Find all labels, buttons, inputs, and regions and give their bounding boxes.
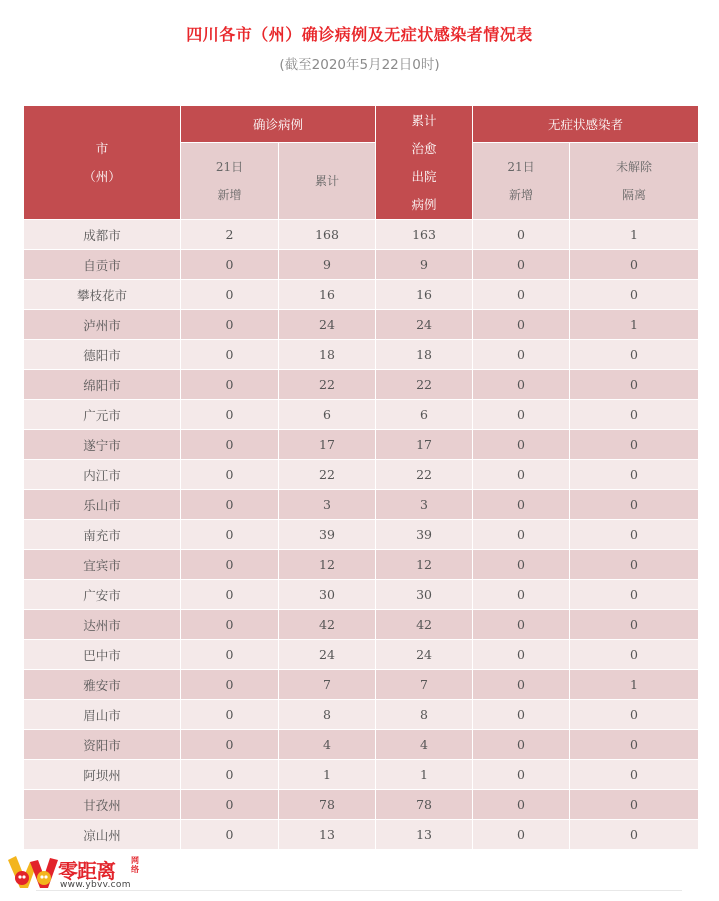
cell-cured: 30	[376, 580, 473, 610]
page-subtitle: (截至2020年5月22日0时)	[279, 57, 440, 73]
table-row	[24, 790, 699, 820]
cell-city: 绵阳市	[24, 370, 181, 400]
cell-total: 22	[279, 370, 376, 400]
cell-new: 0	[181, 730, 279, 760]
cell-total: 30	[279, 580, 376, 610]
header-city-line1: 市	[95, 140, 109, 156]
cell-asym-isolated: 0	[570, 460, 699, 490]
cell-total: 8	[279, 700, 376, 730]
cell-total: 7	[279, 670, 376, 700]
table-body	[24, 220, 699, 850]
cell-cured: 3	[376, 490, 473, 520]
cell-asym-new: 0	[473, 400, 570, 430]
cell-new: 0	[181, 400, 279, 430]
cell-total: 22	[279, 460, 376, 490]
cell-asym-new: 0	[473, 760, 570, 790]
cell-cured: 17	[376, 430, 473, 460]
header-asym-new-line2: 新增	[509, 188, 534, 202]
cell-asym-isolated: 0	[570, 550, 699, 580]
header-cured-line3: 出院	[411, 168, 437, 184]
table-row	[24, 820, 699, 850]
cell-new: 0	[181, 490, 279, 520]
header-city	[24, 106, 181, 220]
table-row	[24, 580, 699, 610]
cell-city: 雅安市	[24, 670, 181, 700]
cell-total: 24	[279, 640, 376, 670]
table-row	[24, 550, 699, 580]
cell-new: 0	[181, 460, 279, 490]
header-cured-line2: 治愈	[411, 140, 437, 156]
cell-city: 巴中市	[24, 640, 181, 670]
cell-total: 6	[279, 400, 376, 430]
cell-new: 0	[181, 790, 279, 820]
table-row	[24, 520, 699, 550]
cell-total: 4	[279, 730, 376, 760]
cell-city: 成都市	[24, 220, 181, 250]
cell-asym-isolated: 1	[570, 670, 699, 700]
cell-city: 乐山市	[24, 490, 181, 520]
table-row	[24, 670, 699, 700]
cell-new: 0	[181, 760, 279, 790]
cell-new: 0	[181, 820, 279, 850]
cell-city: 攀枝花市	[24, 280, 181, 310]
table-row	[24, 280, 699, 310]
cell-asym-isolated: 0	[570, 490, 699, 520]
table-row	[24, 370, 699, 400]
cell-cured: 22	[376, 460, 473, 490]
header-asymptomatic: 无症状感染者	[473, 106, 699, 143]
mascot-icon	[8, 856, 58, 888]
table-row	[24, 430, 699, 460]
cell-asym-isolated: 0	[570, 370, 699, 400]
cell-asym-new: 0	[473, 340, 570, 370]
cell-asym-isolated: 0	[570, 640, 699, 670]
cell-asym-new: 0	[473, 460, 570, 490]
cell-asym-new: 0	[473, 790, 570, 820]
cell-new: 0	[181, 250, 279, 280]
cell-asym-isolated: 0	[570, 250, 699, 280]
cell-total: 16	[279, 280, 376, 310]
cell-cured: 7	[376, 670, 473, 700]
table-row	[24, 730, 699, 760]
page-title: 四川各市（州）确诊病例及无症状感染者情况表	[186, 25, 533, 44]
brand-sub: 网络	[131, 856, 139, 874]
cell-total: 78	[279, 790, 376, 820]
cell-asym-isolated: 0	[570, 340, 699, 370]
table-row	[24, 310, 699, 340]
cell-new: 0	[181, 430, 279, 460]
cell-asym-isolated: 0	[570, 820, 699, 850]
header-city-line2: （州）	[83, 168, 121, 184]
header-confirmed: 确诊病例	[181, 106, 376, 143]
cell-city: 广安市	[24, 580, 181, 610]
header-unreleased	[570, 143, 699, 220]
cell-cured: 12	[376, 550, 473, 580]
cell-new: 0	[181, 310, 279, 340]
cell-total: 42	[279, 610, 376, 640]
cell-new: 0	[181, 610, 279, 640]
table-row	[24, 400, 699, 430]
cell-asym-isolated: 1	[570, 310, 699, 340]
cell-cured: 24	[376, 310, 473, 340]
cell-total: 18	[279, 340, 376, 370]
cell-asym-new: 0	[473, 220, 570, 250]
cell-city: 广元市	[24, 400, 181, 430]
cell-asym-new: 0	[473, 640, 570, 670]
cell-cured: 13	[376, 820, 473, 850]
cell-total: 13	[279, 820, 376, 850]
cell-asym-new: 0	[473, 820, 570, 850]
cell-total: 1	[279, 760, 376, 790]
stats-table	[23, 105, 699, 850]
cell-new: 0	[181, 520, 279, 550]
cell-asym-new: 0	[473, 610, 570, 640]
header-new-line1: 21日	[215, 160, 244, 174]
header-asym-new	[473, 143, 570, 220]
cell-asym-new: 0	[473, 700, 570, 730]
cell-cured: 8	[376, 700, 473, 730]
header-cumulative: 累计	[279, 143, 376, 220]
cell-asym-isolated: 0	[570, 280, 699, 310]
header-new-line2: 新增	[217, 188, 242, 202]
table-row	[24, 700, 699, 730]
cell-asym-isolated: 0	[570, 610, 699, 640]
cell-asym-new: 0	[473, 310, 570, 340]
cell-asym-new: 0	[473, 490, 570, 520]
cell-asym-new: 0	[473, 370, 570, 400]
cell-total: 39	[279, 520, 376, 550]
cell-new: 2	[181, 220, 279, 250]
cell-cured: 163	[376, 220, 473, 250]
cell-asym-new: 0	[473, 430, 570, 460]
cell-total: 24	[279, 310, 376, 340]
brand-name: 零距离	[58, 859, 115, 883]
cell-cured: 16	[376, 280, 473, 310]
cell-city: 德阳市	[24, 340, 181, 370]
cell-new: 0	[181, 340, 279, 370]
cell-asym-isolated: 0	[570, 790, 699, 820]
cell-total: 9	[279, 250, 376, 280]
cell-asym-new: 0	[473, 250, 570, 280]
cell-asym-new: 0	[473, 550, 570, 580]
cell-asym-isolated: 0	[570, 730, 699, 760]
table-row	[24, 610, 699, 640]
cell-new: 0	[181, 700, 279, 730]
cell-asym-new: 0	[473, 580, 570, 610]
cell-cured: 1	[376, 760, 473, 790]
cell-asym-isolated: 0	[570, 400, 699, 430]
cell-city: 达州市	[24, 610, 181, 640]
cell-cured: 39	[376, 520, 473, 550]
header-asym-new-line1: 21日	[507, 160, 535, 174]
table-row	[24, 250, 699, 280]
cell-new: 0	[181, 580, 279, 610]
cell-cured: 24	[376, 640, 473, 670]
header-cured-line4: 病例	[411, 196, 437, 212]
cell-city: 自贡市	[24, 250, 181, 280]
cell-new: 0	[181, 640, 279, 670]
table-row	[24, 460, 699, 490]
cell-asym-isolated: 1	[570, 220, 699, 250]
table-row	[24, 340, 699, 370]
cell-city: 内江市	[24, 460, 181, 490]
header-cured	[376, 106, 473, 220]
table-row	[24, 220, 699, 250]
cell-city: 眉山市	[24, 700, 181, 730]
divider	[36, 890, 682, 891]
cell-city: 阿坝州	[24, 760, 181, 790]
cell-new: 0	[181, 370, 279, 400]
cell-asym-isolated: 0	[570, 580, 699, 610]
cell-cured: 9	[376, 250, 473, 280]
cell-total: 168	[279, 220, 376, 250]
cell-asym-isolated: 0	[570, 700, 699, 730]
cell-asym-isolated: 0	[570, 760, 699, 790]
cell-city: 凉山州	[24, 820, 181, 850]
cell-city: 甘孜州	[24, 790, 181, 820]
cell-asym-new: 0	[473, 280, 570, 310]
cell-asym-new: 0	[473, 520, 570, 550]
cell-city: 泸州市	[24, 310, 181, 340]
cell-new: 0	[181, 280, 279, 310]
cell-cured: 22	[376, 370, 473, 400]
cell-asym-new: 0	[473, 670, 570, 700]
cell-cured: 6	[376, 400, 473, 430]
cell-city: 资阳市	[24, 730, 181, 760]
table-row	[24, 490, 699, 520]
cell-total: 3	[279, 490, 376, 520]
cell-new: 0	[181, 550, 279, 580]
header-unreleased-line2: 隔离	[622, 188, 647, 202]
cell-cured: 42	[376, 610, 473, 640]
table-row	[24, 640, 699, 670]
cell-city: 遂宁市	[24, 430, 181, 460]
cell-total: 12	[279, 550, 376, 580]
brand-url: www.ybvv.com	[60, 880, 131, 890]
cell-city: 宜宾市	[24, 550, 181, 580]
header-unreleased-line1: 未解除	[616, 160, 653, 174]
cell-asym-new: 0	[473, 730, 570, 760]
header-new	[181, 143, 279, 220]
cell-cured: 18	[376, 340, 473, 370]
cell-total: 17	[279, 430, 376, 460]
cell-asym-isolated: 0	[570, 430, 699, 460]
cell-city: 南充市	[24, 520, 181, 550]
cell-asym-isolated: 0	[570, 520, 699, 550]
cell-cured: 4	[376, 730, 473, 760]
cell-new: 0	[181, 670, 279, 700]
header-cured-line1: 累计	[411, 112, 437, 128]
table-row	[24, 760, 699, 790]
cell-cured: 78	[376, 790, 473, 820]
